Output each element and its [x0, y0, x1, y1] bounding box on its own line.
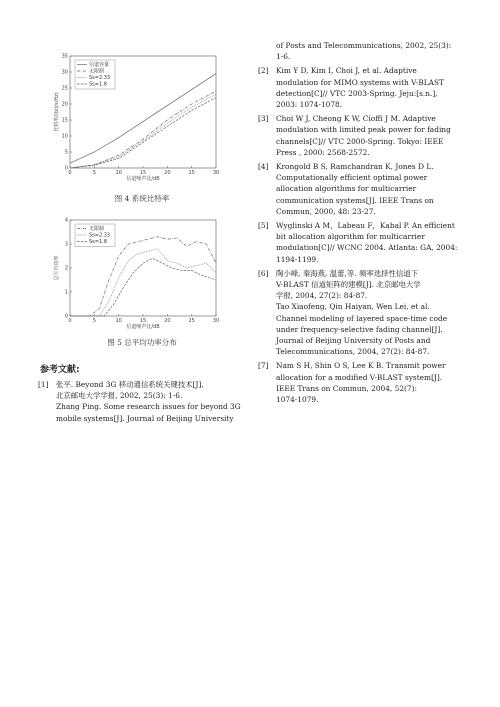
legend-label: Ss=1.8	[89, 81, 107, 88]
reference-6	[258, 268, 472, 358]
legend-label: Ss=2.33	[89, 75, 111, 82]
x-tick-label: 15	[139, 170, 147, 176]
legend-label: 无限制	[89, 68, 105, 75]
reference-number: [1]	[38, 380, 49, 389]
x-tick-label: 20	[164, 318, 171, 324]
series-line	[70, 94, 216, 168]
y-tick-label: 15	[61, 117, 68, 124]
y-tick-label: 1	[64, 289, 68, 296]
figure-5	[38, 216, 246, 348]
reference-3	[258, 113, 472, 158]
right-references	[258, 65, 472, 405]
reference-5	[258, 220, 472, 265]
reference-4	[258, 161, 472, 217]
x-tick-label: 30	[212, 318, 220, 324]
y-tick-label: 4	[64, 217, 68, 224]
reference-text: 张平. Beyond 3G 移动通信系统关键技术[J]. 北京邮电大学学报, 2002, 25(3): 1-6. Zhang Ping. Some research issues for beyond 3G mobile systems[J]. Journal of Beijing University	[56, 380, 241, 423]
reference-1-continuation: of Posts and Telecommunications, 2002, 25(3): 1-6.	[276, 41, 452, 62]
y-tick-label: 30	[61, 69, 68, 76]
reference-number: [7]	[258, 361, 269, 371]
reference-text: Nam S H, Shin O S, Lee K B. Transmit power allocation for a modified V-BLAST system[J]. IEEE Trans on Commun, 2004, 52(7): 1074-1079.	[276, 361, 446, 405]
x-tick-label: 5	[92, 318, 96, 324]
figure-4-caption: 图 4 系统比特率	[114, 194, 170, 203]
reference-text: 陶小峰, 秦海燕, 温蕾,等. 频率选择性信道下 V-BLAST 信道矩阵的建模[J]. 北京邮电大学 学报, 2004, 27(2): 84-87. Tao Xiaofeng, Qin Haiyan, Wen Lei, et al. Channel modeling of layered space-time code under frequency-selective fading channel[J]. Journal of Beijing University of Posts and Telecommunications, 2004, 27(2): 84-87.	[276, 268, 448, 357]
references-heading: 参考文献:	[40, 365, 80, 375]
figure-5-caption: 图 5 总平均功率分布	[107, 338, 177, 347]
series-line	[70, 258, 216, 316]
y-tick-label: 5	[64, 149, 68, 156]
y-tick-label: 2	[64, 265, 68, 272]
x-tick-label: 20	[164, 170, 171, 176]
legend-label: 信道容量	[89, 62, 110, 69]
reference-text: Choi W J, Cheong K W, Cioffi J M. Adaptive modulation with limited peak power for fading channels[C]// VTC 2000-Spring. Tokyo: IEEE Press , 2000: 2568-2572.	[276, 114, 451, 157]
y-tick-label: 0	[64, 165, 68, 172]
x-tick-label: 10	[115, 318, 122, 324]
legend-label: 无限制	[89, 226, 105, 233]
reference-number: [4]	[258, 162, 269, 172]
series-line	[70, 91, 216, 168]
power-chart	[38, 216, 246, 334]
x-axis-label: 信道噪声比/dB	[126, 324, 160, 330]
reference-text: Wyglinski A M，Labeau F，Kabal P. An efficient bit allocation algorithm for multicarrier modulation[C]// WCNC 2004. Atlanta: GA, 2004: 1194-1199.	[276, 221, 458, 264]
y-tick-label: 20	[61, 101, 68, 108]
reference-number: [2]	[258, 66, 269, 76]
y-axis-label: 总平均功率	[54, 255, 60, 281]
reference-text: Kim Y D, Kim I, Choi J, et al. Adaptive modulation for MIMO systems with V-BLAST detection[C]// VTC 2003-Spring. Jeju:[s.n.], 2003: 1074-1078.	[276, 66, 444, 110]
x-axis-label: 信道噪声比/dB	[126, 176, 160, 182]
bitrate-chart	[38, 40, 246, 190]
right-column	[258, 40, 472, 405]
reference-number: [3]	[258, 114, 269, 124]
left-references	[38, 379, 246, 424]
y-tick-label: 0	[64, 313, 68, 320]
series-line	[70, 249, 216, 316]
x-tick-label: 30	[212, 170, 220, 176]
left-column	[38, 40, 246, 424]
y-tick-label: 35	[61, 53, 68, 60]
legend-label: Ss=2.33	[89, 232, 111, 239]
figure-4	[38, 40, 246, 204]
x-tick-label: 10	[115, 170, 122, 176]
y-tick-label: 3	[64, 241, 68, 248]
reference-2	[258, 65, 472, 110]
y-tick-label: 25	[61, 85, 68, 92]
x-tick-label: 0	[68, 170, 72, 176]
y-tick-label: 10	[61, 133, 68, 140]
reference-number: [5]	[258, 221, 269, 231]
series-line	[70, 98, 216, 168]
reference-number: [6]	[258, 268, 269, 278]
series-line	[70, 237, 216, 316]
x-tick-label: 0	[68, 318, 72, 324]
x-tick-label: 5	[92, 170, 96, 176]
reference-1	[38, 379, 246, 424]
x-tick-label: 25	[188, 170, 195, 176]
y-axis-label: 比特率/(bit/s/Hz)	[54, 92, 60, 132]
legend-label: Ss=1.8	[89, 239, 107, 246]
x-tick-label: 25	[188, 318, 195, 324]
reference-7	[258, 360, 472, 405]
x-tick-label: 15	[139, 318, 147, 324]
reference-text: Krongold B S, Ramchandran K, Jones D L. Computationally efficient optimal power allocation algorithms for multicarrier communication systems[J]. IEEE Trans on Commun, 2000, 48: 23-27.	[276, 162, 434, 216]
